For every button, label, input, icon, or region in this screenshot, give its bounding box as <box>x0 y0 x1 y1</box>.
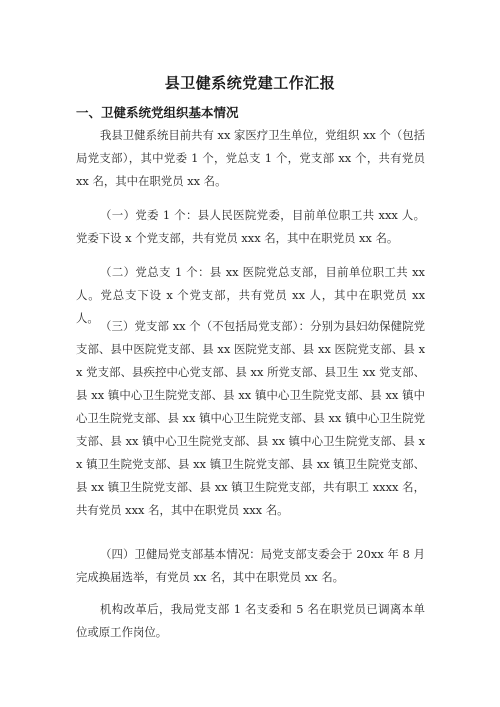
section-heading: 一、卫健系统党组织基本情况 <box>76 105 239 120</box>
paragraph-party-branches: （三）党支部 xx 个（不包括局党支部）：分别为县妇幼保健院党支部、县中医院党支部、县 xx 医院党支部、县 xx 医院党支部、县 xx 党支部、县疾控中心党支部、县 xx 所党支部、县卫生 xx 党支部、县 xx 镇中心卫生院党支部、县 xx 镇中心卫生院党支部、县 xx 镇中心卫生院党支部、县 xx 镇中心卫生院党支部、县 xx 镇中心卫生院党支部、县 xx 镇中心卫生院党支部、县 xx 镇中心卫生院党支部、县 xx 镇卫生院党支部、县 xx 镇卫生院党支部、县 xx 镇卫生院党支部、县 xx 镇卫生院党支部、县 xx 镇卫生院党支部，共有职工 xxxx 名，共有党员 xxx 名，其中在职党员 xxx 名。 <box>76 319 425 517</box>
paragraph-reorganization: 机构改革后，我局党支部 1 名支委和 5 名在职党员已调离本单位或原工作岗位。 <box>76 602 425 639</box>
paragraph-overview: 我县卫健系统目前共有 xx 家医疗卫生单位，党组织 xx 个（包括局党支部），其中党委 1 个，党总支 1 个，党支部 xx 个，共有党员 xx 名，其中在职党员 xx 名。 <box>76 128 425 188</box>
paragraph-party-committee: （一）党委 1 个：县人民医院党委，目前单位职工共 xxx 人。党委下设 x 个党支部，共有党员 xxx 名，其中在职党员 xx 名。 <box>76 208 425 245</box>
paragraph-general-branch: （二）党总支 1 个：县 xx 医院党总支部，目前单位职工共 xx 人。党总支下设 x 个党支部，共有党员 xx 人，其中在职党员 xx 人。 <box>76 265 425 325</box>
document-title: 县卫健系统党建工作汇报 <box>164 74 336 92</box>
paragraph-bureau-branch: （四）卫健局党支部基本情况：局党支部支委会于 20xx 年 8 月完成换届选举，有党员 xx 名，其中在职党员 xx 名。 <box>76 547 425 584</box>
